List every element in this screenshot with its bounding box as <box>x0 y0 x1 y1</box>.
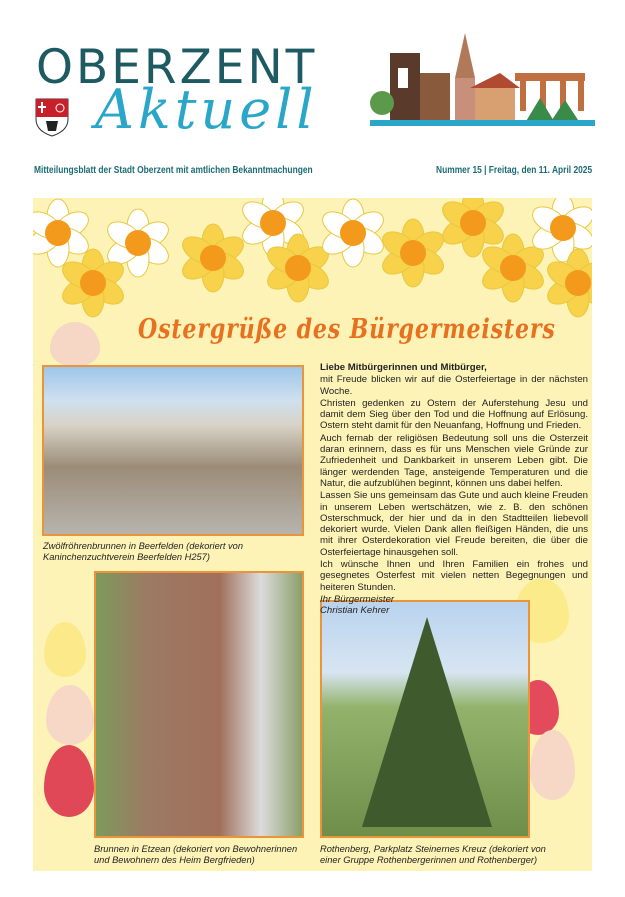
daffodil-center <box>125 230 151 256</box>
daffodil-center <box>45 220 71 246</box>
daffodil-center <box>400 240 426 266</box>
coat-of-arms-icon <box>34 97 70 137</box>
issue-info: Nummer 15 | Freitag, den 11. April 2025 <box>435 164 592 176</box>
masthead-title: OBERZENT <box>36 40 318 95</box>
masthead-script: Aktuell <box>95 78 318 141</box>
daffodil-center <box>460 210 486 236</box>
photo-rothenberg-easter-tree <box>320 600 530 838</box>
daffodil-center <box>500 255 526 281</box>
daffodil-banner-image <box>33 198 592 323</box>
photo-caption: Rothenberg, Parkplatz Steinernes Kreuz (dekoriert von einer Gruppe Rothenbergerinnen und Rothenberger) <box>320 844 546 865</box>
signature-role: Ihr Bürgermeister <box>320 593 395 605</box>
article-greeting: Liebe Mitbürgerinnen und Mitbürger, <box>320 362 487 373</box>
daffodil-center <box>200 245 226 271</box>
publication-tagline: Mitteilungsblatt der Stadt Oberzent mit amtlichen Bekanntmachungen <box>34 164 313 176</box>
article-body <box>320 362 588 617</box>
article-paragraph: mit Freude blicken wir auf die Osterfeiertage in der nächsten Woche. <box>320 374 588 397</box>
daffodil-center <box>340 220 366 246</box>
easter-egg-decoration <box>50 322 100 367</box>
photo-etzean-fountain <box>94 571 304 838</box>
signature-name: Christian Kehrer <box>320 605 390 617</box>
daffodil-center <box>285 255 311 281</box>
daffodil-center <box>80 270 106 296</box>
daffodil-center <box>565 270 591 296</box>
photo-caption: Zwölfröhrenbrunnen in Beerfelden (dekoriert von Kaninchenzuchtverein Beerfelden H257) <box>43 541 243 562</box>
daffodil-center <box>550 215 576 241</box>
photo-beerfelden-fountain <box>42 365 304 536</box>
photo-caption: Brunnen in Etzean (dekoriert von Bewohnerinnen und Bewohnern des Heim Bergfrieden) <box>94 844 298 865</box>
article-title: Ostergrüße des Bürgermeisters <box>138 314 556 345</box>
article-paragraph: Lassen Sie uns gemeinsam das Gute und auch kleine Freuden in unserem Leben wertschätzen, wie z. B. den schönen Osterschmuck, der hier und da in den Stadtteilen liebevoll dekoriert wurde. Vielen Dank allen fleißigen Händen, die uns mit ihrer Osterdekoration viel Freude bereiten, die über die Osterfeiertage hinausgehen soll. <box>320 490 588 558</box>
town-skyline-logo <box>370 28 595 132</box>
article-paragraph: Auch fernab der religiösen Bedeutung soll uns die Osterzeit daran erinnern, dass es für uns Menschen viele Gründe zur Zufriedenheit und Dankbarkeit in unserem Leben gibt. Die länger werdenden Tage, ansteigende Temperaturen und die Natur, die aufzublühen beginnt, können uns dabei helfen. <box>320 432 588 489</box>
daffodil-center <box>260 210 286 236</box>
article-paragraph: Christen gedenken zu Ostern der Auferstehung Jesu und damit dem Sieg über den Tod und die Hoffnung auf Erlösung. Ostern steht damit für den Neuanfang, Hoffnung und Frieden. <box>320 397 588 432</box>
article-paragraph: Ich wünsche Ihnen und Ihren Familien ein frohes und gesegnetes Osterfest mit vielen netten Begegnungen und heiteren Stunden. <box>320 559 588 593</box>
